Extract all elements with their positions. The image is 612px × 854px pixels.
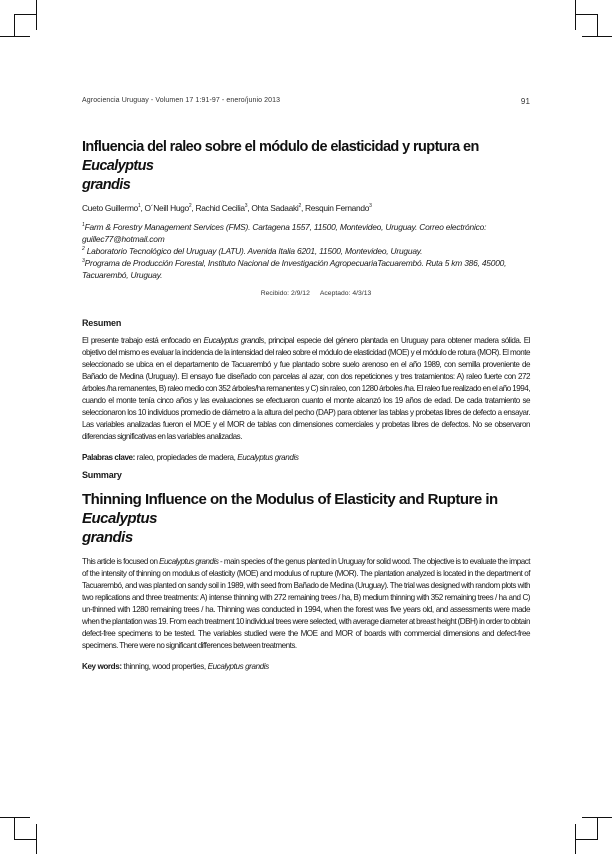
crop-mark [582,36,612,37]
title-en-main: Thinning Influence on the Modulus of Elasticity and Rupture in [82,491,498,508]
keywords-text: thinning, wood properties, [121,662,208,671]
keywords-label: Palabras clave: [82,453,135,462]
crop-mark [597,818,598,840]
author-affiliation-marker: 2 [298,203,301,210]
summary-species: Eucalyptus grandis [159,557,219,566]
key-words [82,662,530,671]
affiliation-marker: 3 [82,258,85,265]
accepted-date: Aceptado: 4/3/13 [319,290,372,297]
affiliation-text: Laboratorio Tecnológico del Uruguay (LATU). Avenida Italia 6201, 11500, Montevideo, Uruguay. [84,246,423,256]
summary-heading: Summary [82,470,122,480]
affiliations [82,221,530,281]
crop-mark [36,0,37,30]
author-affiliation-marker: 1 [138,203,141,210]
crop-mark [576,14,598,15]
author: Cueto Guillermo [82,203,139,213]
author-affiliation-marker: 3 [369,203,372,210]
author: , Resquin Fernando [300,203,370,213]
affiliation-marker: 1 [82,222,85,229]
resumen-text: , principal especie del género plantada en Uruguay para obtener madera sólida. El objetivo del mismo es evaluar la incidencia de la intensidad del raleo sobre el módulo de elasticidad (MOE) y el módulo de rotura (MOR). El monte seleccionado se ubica en el departamento de Tacuarembó y fue plantado sobre suelo arenoso en el año 1989, con semilla proveniente de Bañado de Medina (Uruguay). El ensayo fue diseñado con parcelas al azar, con dos repeticiones y tres tratamientos: A) raleo fuerte con 272 árboles /ha remanentes, B) raleo medio con 352 árboles/ha remanentes y C) sin raleo, con 1280 árboles /ha. El raleo fue realizado en el año 1994, cuando el monte tenía cinco años y las evaluaciones se efectuaron cuanto el monte alcanzó los 19 años de edad. De cada tratamiento se seleccionaron los 10 individuos promedio de diámetro a la altura del pecho (DAP) para obtener las tablas y probetas libres de defecto a ensayar. Las variables analizadas fueron el MOE y el MOR de tablas con dimensiones comerciales y probetas libres de defectos. No se observaron diferencias significativas en las variables analizadas. [82,336,530,441]
crop-mark [0,36,30,37]
author-list [82,203,530,213]
title-en-species-2: grandis [82,529,133,546]
title-es-species-2: grandis [82,177,131,193]
crop-mark [575,0,576,30]
page-number: 91 [520,97,530,106]
article-content [82,138,530,671]
title-es-species: Eucalyptus [82,158,154,174]
affiliation-text: Programa de Producción Forestal, Instituto Nacional de Investigación AgropecuariaTacuarembó. Ruta 5 km 386, 45000, Tacuarembó, Uruguay. [82,258,507,280]
article-title-en [82,490,530,547]
affiliation-1 [82,221,530,245]
summary-text: - main species of the genus planted in Uruguay for solid wood. The objective is to evaluate the impact of the intensity of thinning on modulus of elasticity (MOE) and modulus of rupture (MOR). The plantation analyzed is located in the department of Tacuarembó, and was planted on sandy soil in 1989, with seed from Bañado de Medina (Uruguay). The trial was designed with random plots with two replications and three treatments: A) intense thinning with 272 remaining trees / ha, B) medium thinning with 352 remaining trees / ha and C) un-thinned with 1280 remaining trees / ha. Thinning was conducted in 1994, when the forest was five years old, and assessments were made when the plantation was 19. From each treatment 10 individual trees were selected, with average diameter at breast height (DBH) in order to obtain defect-free specimens to be tested. The variables studied were the MOE and MOR of boards with commercial dimensions and defect-free specimens. There were no significant differences between treatments. [82,557,530,650]
resumen-section [82,318,530,462]
keywords-species: Eucalyptus grandis [207,662,269,671]
journal-citation: Agrociencia Uruguay - Volumen 17 1:91-97 - enero/junio 2013 [82,97,281,104]
affiliation-text: Farm & Forestry Management Services (FMS). Cartagena 1557, 11500, Montevideo, Uruguay. Correo electrónico: [84,222,487,232]
affiliation-marker: 2 [82,246,85,253]
summary-body [82,556,530,652]
received-date: Recibido: 2/9/12 [260,290,310,297]
author-affiliation-marker: 2 [188,203,192,210]
author: , Ohta Sadaaki [247,203,299,213]
affiliation-2 [82,245,530,257]
keywords-text: raleo, propiedades de madera, [134,453,238,462]
palabras-clave [82,453,530,462]
author-affiliation-marker: 3 [244,203,248,210]
title-en-species: Eucalyptus [82,510,158,527]
crop-mark [597,14,598,36]
crop-mark [14,14,15,36]
resumen-lead: El presente trabajo está enfocado en [82,336,204,345]
summary-section [82,470,530,671]
affiliation-3 [82,257,530,281]
author-email: guillec77@hotmail.com [82,234,165,244]
crop-mark [576,839,598,840]
crop-mark [14,839,36,840]
resumen-body [82,335,530,443]
keywords-label: Key words: [82,662,122,671]
crop-mark [36,824,37,854]
resumen-heading: Resumen [82,318,122,328]
author: , O´Neill Hugo [140,203,189,213]
running-head [82,97,530,106]
keywords-species: Eucalyptus grandis [237,453,299,462]
crop-mark [14,14,36,15]
summary-lead: This article is focused on [82,557,160,566]
article-title-es [82,138,530,195]
title-es-main: Influencia del raleo sobre el módulo de elasticidad y ruptura en [82,139,479,155]
crop-mark [0,817,30,818]
submission-dates [82,290,530,297]
crop-mark [14,818,15,840]
author: , Rachid Cecilia [191,203,245,213]
resumen-species: Eucalyptus grandis [203,336,264,345]
